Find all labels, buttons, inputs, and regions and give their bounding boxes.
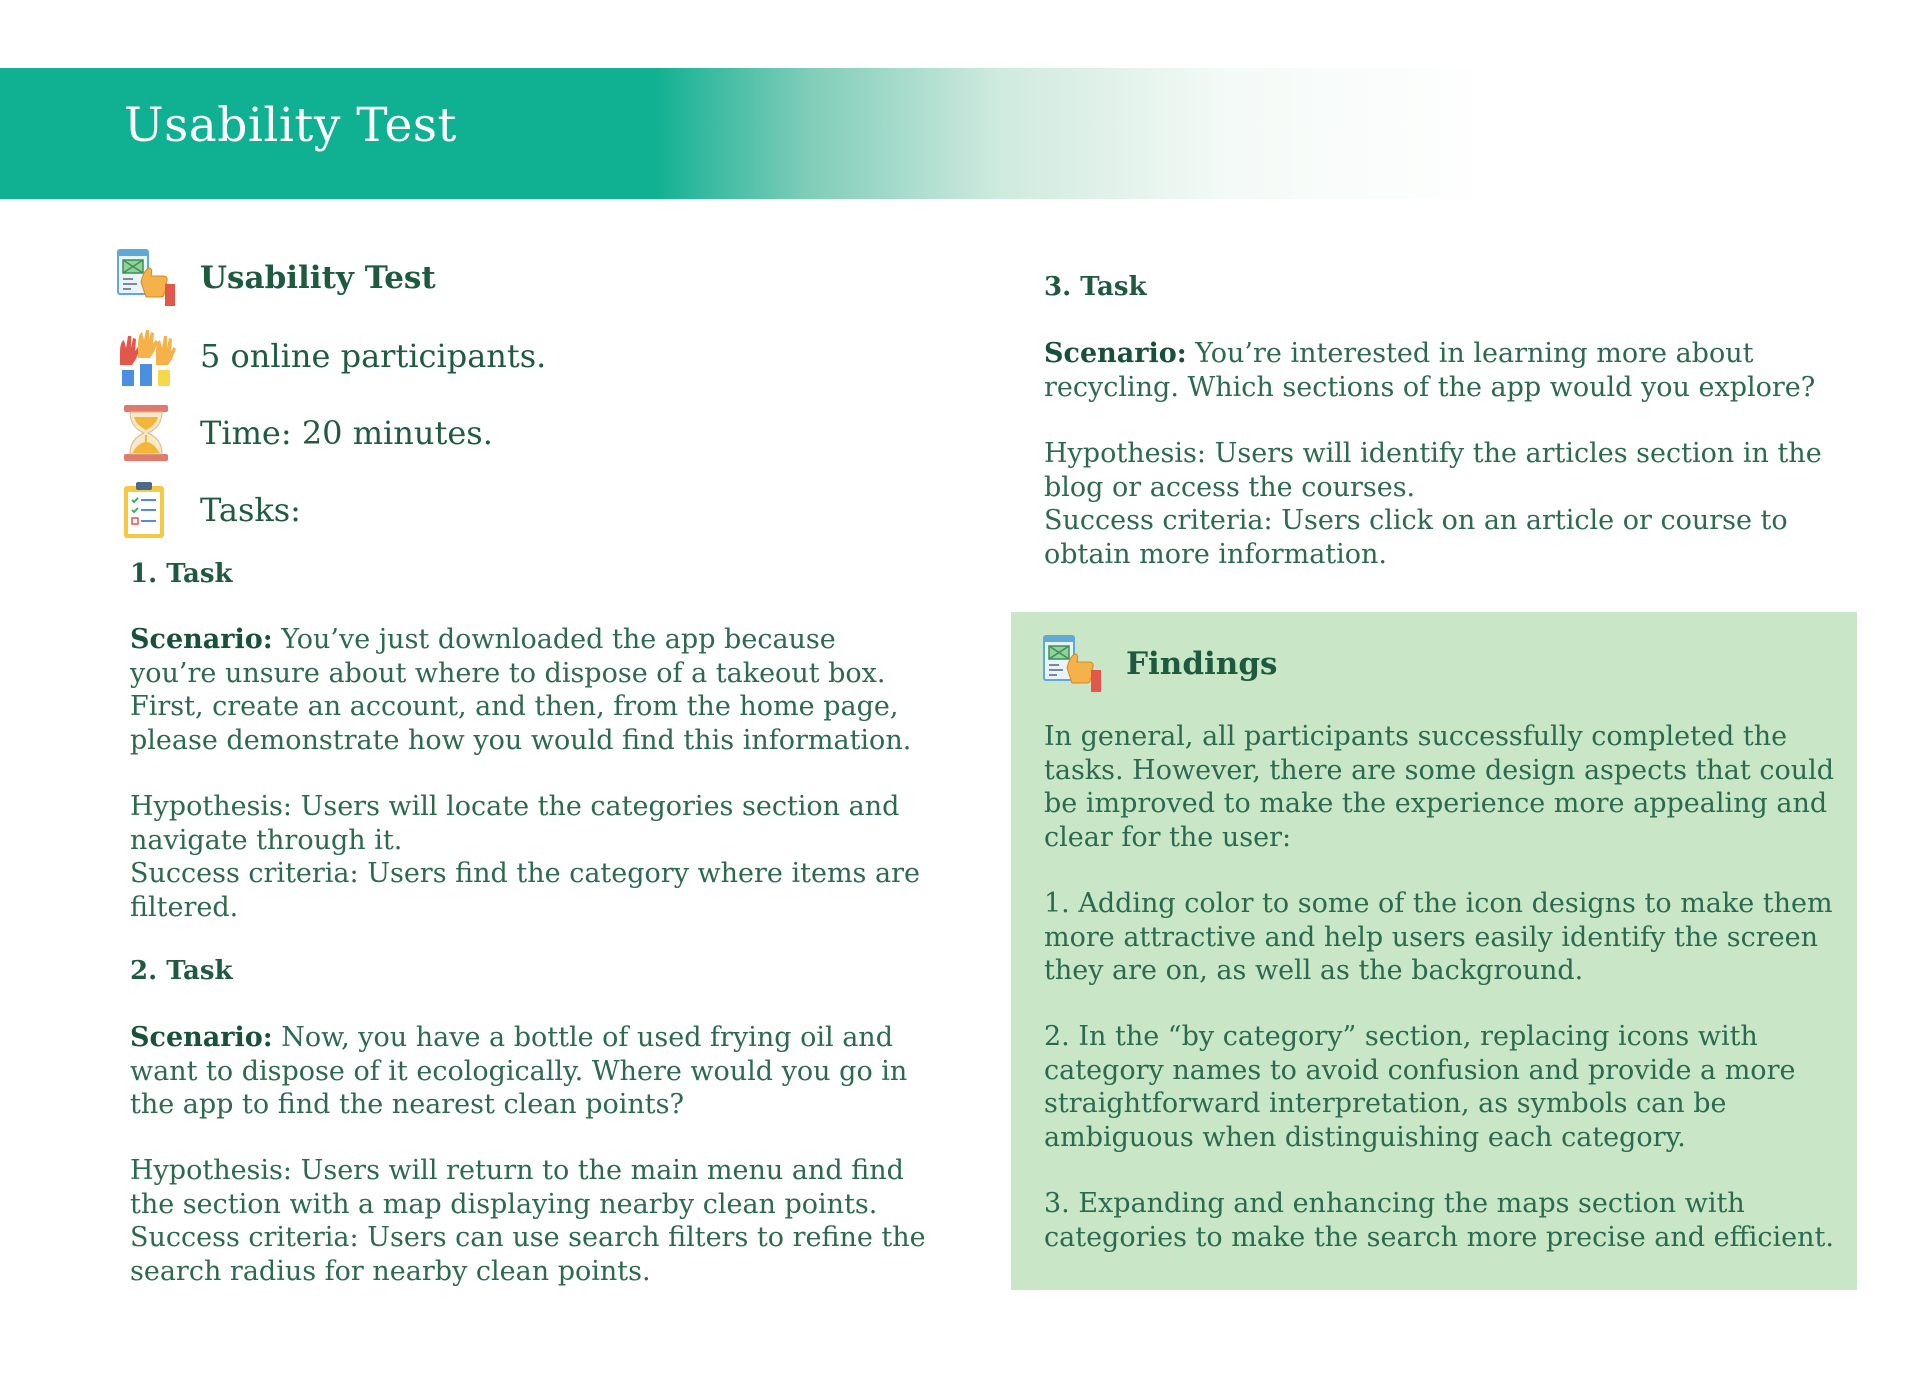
task-3-success: Success criteria: Users click on an article or course to obtain more information. [1044, 505, 1788, 570]
tasks-label: Tasks: [200, 491, 301, 529]
participants-row [116, 326, 546, 386]
task-1-scenario [130, 623, 920, 757]
clipboard-checklist-icon [116, 480, 176, 540]
header-banner [0, 68, 1920, 199]
raised-hands-icon [116, 326, 176, 386]
findings-item-3: 3. Expanding and enhancing the maps section with categories to make the search more precise and efficient. [1044, 1188, 1834, 1253]
task-1-scenario-text: You’ve just downloaded the app because you’re unsure about where to dispose of a takeout box. First, create an account, and then, from the home page, please demonstrate how you would find this information. [130, 624, 912, 756]
task-3-hypothesis: Hypothesis: Users will identify the articles section in the blog or access the courses. [1044, 438, 1822, 503]
findings-header [1042, 634, 1277, 694]
tasks-row [116, 480, 301, 540]
task-2-scenario-label: Scenario: [130, 1022, 273, 1053]
task-2-hypothesis: Hypothesis: Users will return to the main menu and find the section with a map displaying nearby clean points. [130, 1155, 904, 1220]
findings-intro: In general, all participants successfully completed the tasks. However, there are some design aspects that could be improved to make the experience more appealing and clear for the user: [1044, 721, 1835, 853]
task-2-success: Success criteria: Users can use search filters to refine the search radius for nearby clean points. [130, 1222, 926, 1287]
task-1-hypothesis: Hypothesis: Users will locate the categories section and navigate through it. [130, 791, 900, 856]
task-2-title: 2. Task [130, 956, 233, 986]
banner-title: Usability Test [124, 98, 457, 153]
task-1-title: 1. Task [130, 559, 233, 589]
task-3-scenario-text: You’re interested in learning more about recycling. Which sections of the app would you explore? [1044, 338, 1816, 403]
overview-heading-row [116, 248, 436, 308]
findings-panel [1011, 612, 1857, 1290]
task-2-scenario [130, 1021, 930, 1122]
findings-heading: Findings [1126, 646, 1278, 682]
findings-item-2: 2. In the “by category” section, replacing icons with category names to avoid confusion and provide a more straightforward interpretation, as symbols can be ambiguous when distinguishing each category. [1044, 1021, 1796, 1153]
time-text: Time: 20 minutes. [200, 414, 493, 452]
usability-test-icon [1042, 634, 1102, 694]
task-1-success: Success criteria: Users find the category where items are filtered. [130, 858, 920, 923]
task-1-scenario-label: Scenario: [130, 624, 273, 655]
hourglass-icon [116, 403, 176, 463]
participants-text: 5 online participants. [200, 337, 547, 375]
task-3-title: 3. Task [1044, 272, 1147, 302]
task-3-scenario-label: Scenario: [1044, 338, 1187, 369]
time-row [116, 403, 493, 463]
task-2-scenario-text: Now, you have a bottle of used frying oil and want to dispose of it ecologically. Where would you go in the app to find the nearest clean points? [130, 1022, 908, 1120]
usability-test-icon [116, 248, 176, 308]
findings-item-1: 1. Adding color to some of the icon designs to make them more attractive and help users easily identify the screen they are on, as well as the background. [1044, 888, 1833, 986]
task-3-scenario [1044, 337, 1844, 404]
overview-heading: Usability Test [200, 260, 436, 296]
